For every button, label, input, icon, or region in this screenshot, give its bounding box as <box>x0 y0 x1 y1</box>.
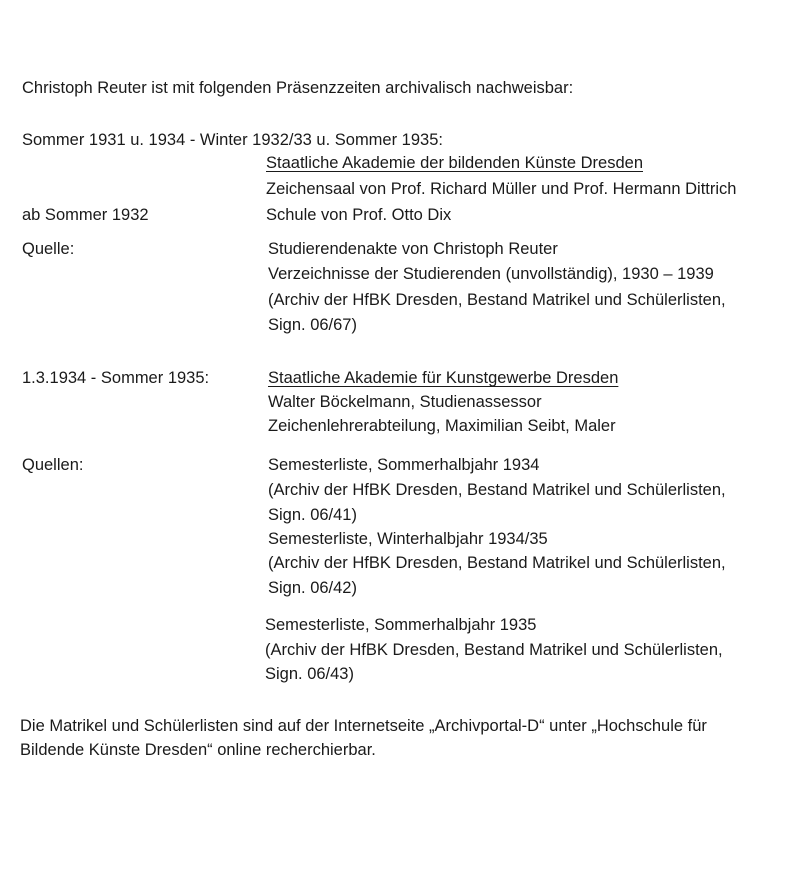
footer-line-0: Die Matrikel und Schülerlisten sind auf der Internetseite „Archivportal-D“ unter „Hochschule für <box>20 717 707 735</box>
block1-source-3: Sign. 06/67) <box>268 316 357 334</box>
block2-detail-1: Zeichenlehrerabteilung, Maximilian Seibt, Maler <box>268 417 616 435</box>
intro-text: Christoph Reuter ist mit folgenden Präsenzzeiten archivalisch nachweisbar: <box>22 79 574 97</box>
block1-source-2: (Archiv der HfBK Dresden, Bestand Matrikel und Schülerlisten, <box>268 291 726 309</box>
block2-source-0: Semesterliste, Sommerhalbjahr 1934 <box>268 456 540 474</box>
block2-institution: Staatliche Akademie für Kunstgewerbe Dresden <box>268 369 619 387</box>
block2-source-4: (Archiv der HfBK Dresden, Bestand Matrikel und Schülerlisten, <box>268 554 726 572</box>
block2-source-8: Sign. 06/43) <box>265 665 354 683</box>
block1-period: Sommer 1931 u. 1934 - Winter 1932/33 u. Sommer 1935: <box>22 131 443 149</box>
block2-detail-0: Walter Böckelmann, Studienassessor <box>268 393 542 411</box>
block2-source-2: Sign. 06/41) <box>268 506 357 524</box>
block2-source-6: Semesterliste, Sommerhalbjahr 1935 <box>265 616 537 634</box>
block2-period: 1.3.1934 - Sommer 1935: <box>22 369 210 387</box>
block2-source-1: (Archiv der HfBK Dresden, Bestand Matrikel und Schülerlisten, <box>268 481 726 499</box>
block1-detail: Zeichensaal von Prof. Richard Müller und Prof. Hermann Dittrich <box>266 180 737 198</box>
block1-sub-label: ab Sommer 1932 <box>22 206 149 224</box>
block2-source-label: Quellen: <box>22 456 84 474</box>
block2-source-5: Sign. 06/42) <box>268 579 357 597</box>
block1-source-0: Studierendenakte von Christoph Reuter <box>268 240 558 258</box>
block1-institution: Staatliche Akademie der bildenden Künste Dresden <box>266 154 643 172</box>
block1-source-label: Quelle: <box>22 240 75 258</box>
block1-sub-detail: Schule von Prof. Otto Dix <box>266 206 452 224</box>
footer-line-1: Bildende Künste Dresden“ online recherchierbar. <box>20 741 376 759</box>
block1-source-1: Verzeichnisse der Studierenden (unvollständig), 1930 – 1939 <box>268 265 714 283</box>
block2-source-3: Semesterliste, Winterhalbjahr 1934/35 <box>268 530 548 548</box>
block2-source-7: (Archiv der HfBK Dresden, Bestand Matrikel und Schülerlisten, <box>265 641 723 659</box>
